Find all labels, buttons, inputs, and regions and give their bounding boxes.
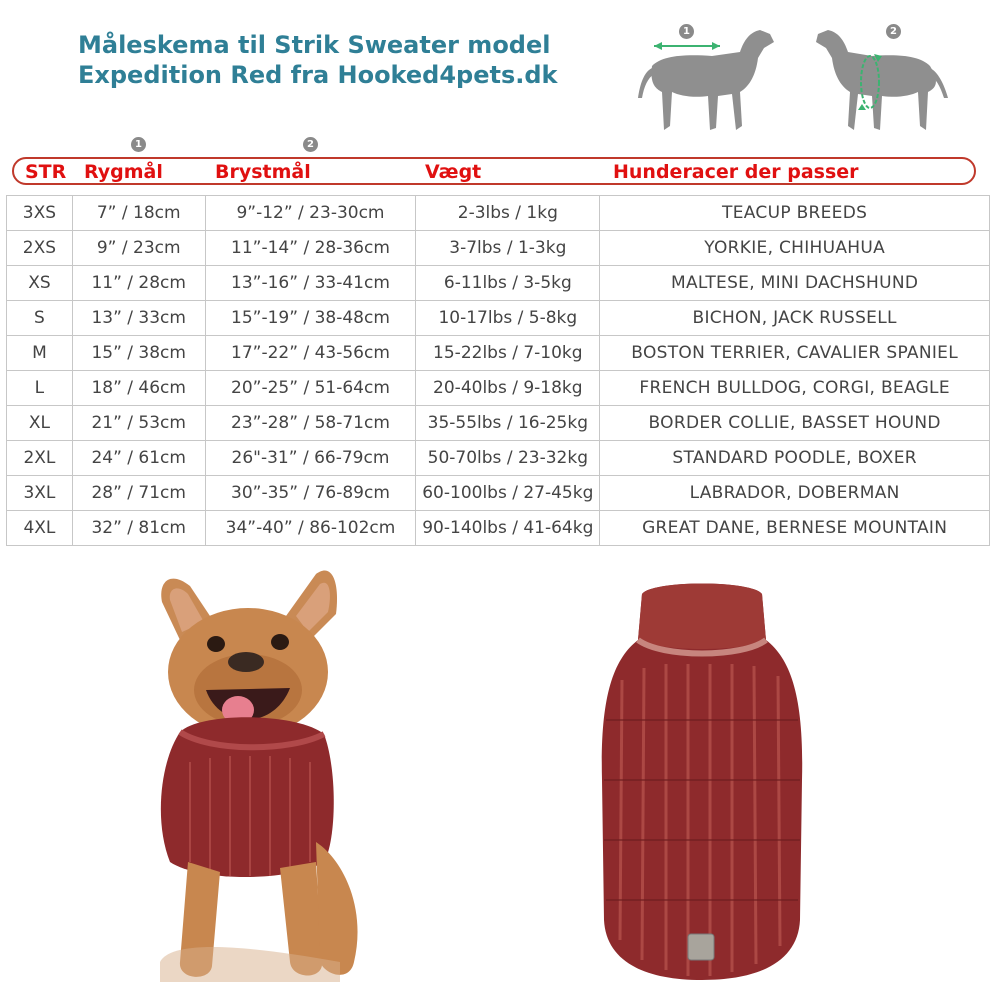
cell-chest-girth: 30”-35” / 76-89cm [205,476,416,511]
red-knit-sweater-photo [592,580,812,992]
table-row [7,336,990,371]
cell-chest-girth: 9”-12” / 23-30cm [205,196,416,231]
cell-back-length: 15” / 38cm [72,336,205,371]
cell-breeds: MALTESE, MINI DACHSHUND [600,266,990,301]
cell-weight: 90-140lbs / 41-64kg [416,511,600,546]
cell-breeds: YORKIE, CHIHUAHUA [600,231,990,266]
size-table [6,195,990,546]
title-line-2: Expedition Red fra Hooked4pets.dk [78,61,558,89]
cell-chest-girth: 34”-40” / 86-102cm [205,511,416,546]
cell-chest-girth: 11”-14” / 28-36cm [205,231,416,266]
cell-chest-girth: 23”-28” / 58-71cm [205,406,416,441]
diagram-badge-2: 2 [886,24,901,39]
cell-size: 2XS [7,231,73,266]
table-row [7,511,990,546]
cell-back-length: 7” / 18cm [72,196,205,231]
header-size: STR [25,161,67,183]
cell-back-length: 18” / 46cm [72,371,205,406]
header-chest-girth: Brystmål [215,161,311,183]
table-row [7,196,990,231]
cell-weight: 60-100lbs / 27-45kg [416,476,600,511]
cell-weight: 15-22lbs / 7-10kg [416,336,600,371]
table-row [7,441,990,476]
cell-size: XL [7,406,73,441]
cell-back-length: 32” / 81cm [72,511,205,546]
cell-chest-girth: 20”-25” / 51-64cm [205,371,416,406]
diagram-badge-1: 1 [679,24,694,39]
title-line-1: Måleskema til Strik Sweater model [78,31,551,59]
cell-back-length: 13” / 33cm [72,301,205,336]
dog-chest-girth-diagram [812,18,962,143]
cell-breeds: BORDER COLLIE, BASSET HOUND [600,406,990,441]
cell-breeds: FRENCH BULLDOG, CORGI, BEAGLE [600,371,990,406]
table-row [7,231,990,266]
cell-chest-girth: 17”-22” / 43-56cm [205,336,416,371]
cell-breeds: BOSTON TERRIER, CAVALIER SPANIEL [600,336,990,371]
cell-breeds: TEACUP BREEDS [600,196,990,231]
cell-weight: 50-70lbs / 23-32kg [416,441,600,476]
header-breeds: Hunderacer der passer [613,161,859,183]
cell-size: L [7,371,73,406]
cell-size: M [7,336,73,371]
sweater-label-tag [688,934,714,960]
cell-size: 3XS [7,196,73,231]
cell-weight: 2-3lbs / 1kg [416,196,600,231]
table-row [7,301,990,336]
cell-size: S [7,301,73,336]
cell-breeds: GREAT DANE, BERNESE MOUNTAIN [600,511,990,546]
table-row [7,476,990,511]
french-bulldog-in-red-sweater-photo [140,562,390,992]
cell-size: XS [7,266,73,301]
size-table-body [7,196,990,546]
cell-weight: 6-11lbs / 3-5kg [416,266,600,301]
dog-back-length-diagram [632,18,782,143]
cell-breeds: STANDARD POODLE, BOXER [600,441,990,476]
page-title [78,30,558,90]
cell-back-length: 21” / 53cm [72,406,205,441]
cell-weight: 10-17lbs / 5-8kg [416,301,600,336]
cell-weight: 20-40lbs / 9-18kg [416,371,600,406]
cell-back-length: 11” / 28cm [72,266,205,301]
column-badge-back: 1 [131,137,146,152]
column-badge-chest: 2 [303,137,318,152]
table-row [7,406,990,441]
header-back-length: Rygmål [84,161,163,183]
cell-size: 4XL [7,511,73,546]
table-row [7,371,990,406]
cell-weight: 3-7lbs / 1-3kg [416,231,600,266]
cell-back-length: 28” / 71cm [72,476,205,511]
cell-breeds: LABRADOR, DOBERMAN [600,476,990,511]
cell-size: 2XL [7,441,73,476]
table-row [7,266,990,301]
cell-back-length: 9” / 23cm [72,231,205,266]
cell-chest-girth: 15”-19” / 38-48cm [205,301,416,336]
header-weight: Vægt [425,161,482,183]
cell-chest-girth: 13”-16” / 33-41cm [205,266,416,301]
cell-weight: 35-55lbs / 16-25kg [416,406,600,441]
cell-back-length: 24” / 61cm [72,441,205,476]
cell-chest-girth: 26"-31” / 66-79cm [205,441,416,476]
cell-size: 3XL [7,476,73,511]
cell-breeds: BICHON, JACK RUSSELL [600,301,990,336]
